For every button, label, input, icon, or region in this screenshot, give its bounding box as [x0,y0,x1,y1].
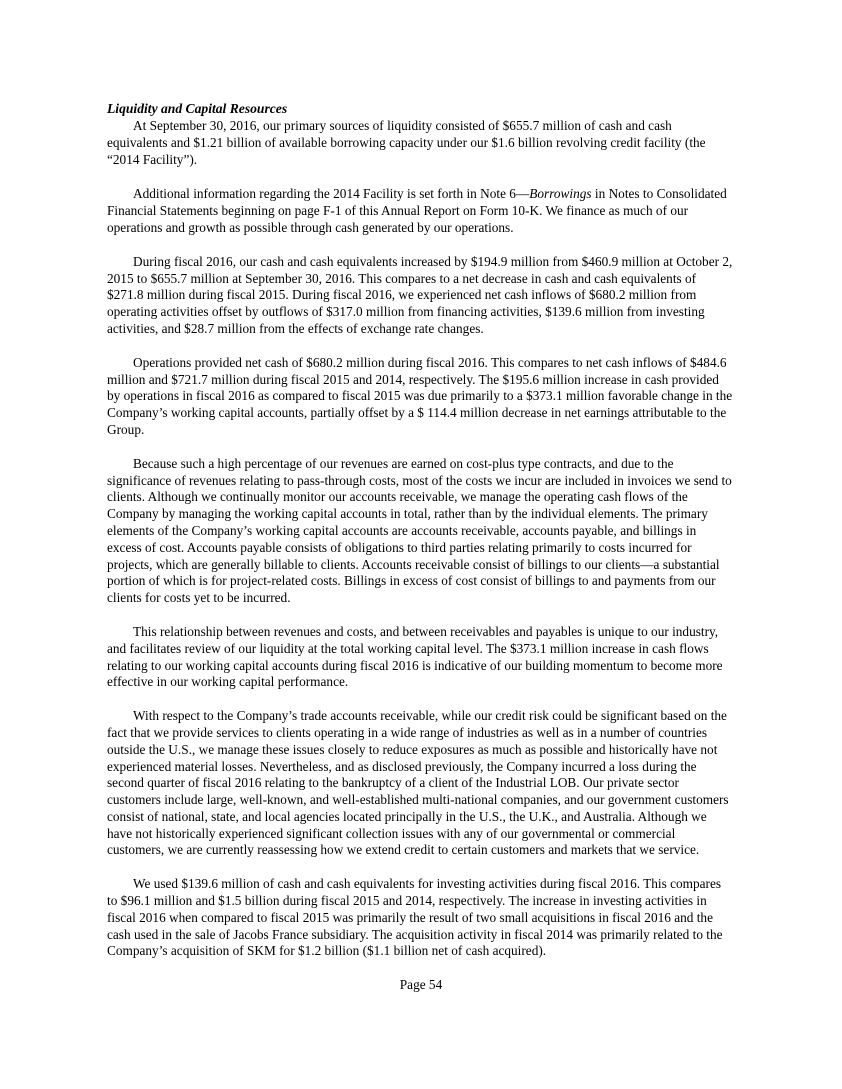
paragraph-facility-note-text-1: Additional information regarding the 2014 Facility is set forth in Note 6— [133,186,530,202]
paragraph-revenue-cost-relationship: This relationship between revenues and costs, and between receivables and payables is unique to our industry, and facilitates review of our liquidity at the total working capital level. The $373.1 million increase in cash flows relating to our working capital accounts during fiscal 2016 is indicative of our building momentum to become more effective in our working capital performance. [107,623,723,690]
paragraph-cash-change: During fiscal 2016, our cash and cash equivalents increased by $194.9 million from $460.9 million at October 2, 2015 to $655.7 million at September 30, 2016. This compares to a net decrease in cash and cash equivalents of $271.8 million during fiscal 2015. During fiscal 2016, we experienced net cash inflows of $680.2 million from operating activities offset by outflows of $317.0 million from financing activities, $139.6 million from investing activities, and $28.7 million from the effects of exchange rate changes. [107,253,733,336]
paragraph-facility-note-text-2: in Notes to Consolidated Financial Statements beginning on page F-1 of this Annual Report on Form 10-K. We finance as much of our operations and growth as possible through cash generated by our operations. [107,186,727,235]
section-heading: Liquidity and Capital Resources [107,101,288,116]
paragraph-working-capital: Because such a high percentage of our revenues are earned on cost-plus type contracts, and due to the significance of revenues relating to pass-through costs, most of the costs we incur are included in invoices we send to clients. Although we continually monitor our accounts receivable, we manage the operating cash flows of the Company by managing the working capital accounts in total, rather than by the individual elements. The primary elements of the Company’s working capital accounts are accounts receivable, accounts payable, and billings in excess of cost. Accounts payable consists of obligations to third parties relating primarily to costs incurred for projects, which are generally billable to clients. Accounts receivable consist of billings to our clients—a substantial portion of which is for project-related costs. Billings in excess of cost consist of billings to and payments from our clients for costs yet to be incurred. [107,455,732,606]
paragraph-operations-cash: Operations provided net cash of $680.2 million during fiscal 2016. This compares to net cash inflows of $484.6 million and $721.7 million during fiscal 2015 and 2014, respectively. The $195.6 million increase in cash provided by operations in fiscal 2016 as compared to fiscal 2015 was due primarily to a $373.1 million favorable change in the Company’s working capital accounts, partially offset by a $ 114.4 million decrease in net earnings attributable to the Group. [107,354,733,437]
page-number: Page 54 [399,977,443,992]
document-body [107,100,733,977]
borrowings-reference: Borrowings [529,186,592,202]
paragraph-investing-activities: We used $139.6 million of cash and cash equivalents for investing activities during fiscal 2016. This compares to $96.1 million and $1.5 billion during fiscal 2015 and 2014, respectively. The increase in investing activities in fiscal 2016 when compared to fiscal 2015 was primarily the result of two small acquisitions in fiscal 2016 and the cash used in the sale of Jacobs France subsidiary. The acquisition activity in fiscal 2014 was primarily related to the Company’s acquisition of SKM for $1.2 billion ($1.1 billion net of cash acquired). [107,876,723,959]
paragraph-facility-note [107,186,733,236]
paragraph-liquidity-sources: At September 30, 2016, our primary sources of liquidity consisted of $655.7 million of cash and cash equivalents and $1.21 billion of available borrowing capacity under our $1.6 billion revolving credit facility (the “2014 Facility”). [107,118,706,167]
paragraph-accounts-receivable: With respect to the Company’s trade accounts receivable, while our credit risk could be significant based on the fact that we provide services to clients operating in a wide range of industries as well as in a number of countries outside the U.S., we manage these issues closely to reduce exposures as much as possible and historically have not experienced material losses. Nevertheless, and as disclosed previously, the Company incurred a loss during the second quarter of fiscal 2016 relating to the bankruptcy of a client of the Industrial LOB. Our private sector customers include large, well-known, and well-established multi-national companies, and our government customers consist of national, state, and local agencies located principally in the U.S., the U.K., and Australia. Although we have not historically experienced significant collection issues with any of our governmental or commercial customers, we are currently reassessing how we extend credit to certain customers and markets that we service. [107,708,729,858]
